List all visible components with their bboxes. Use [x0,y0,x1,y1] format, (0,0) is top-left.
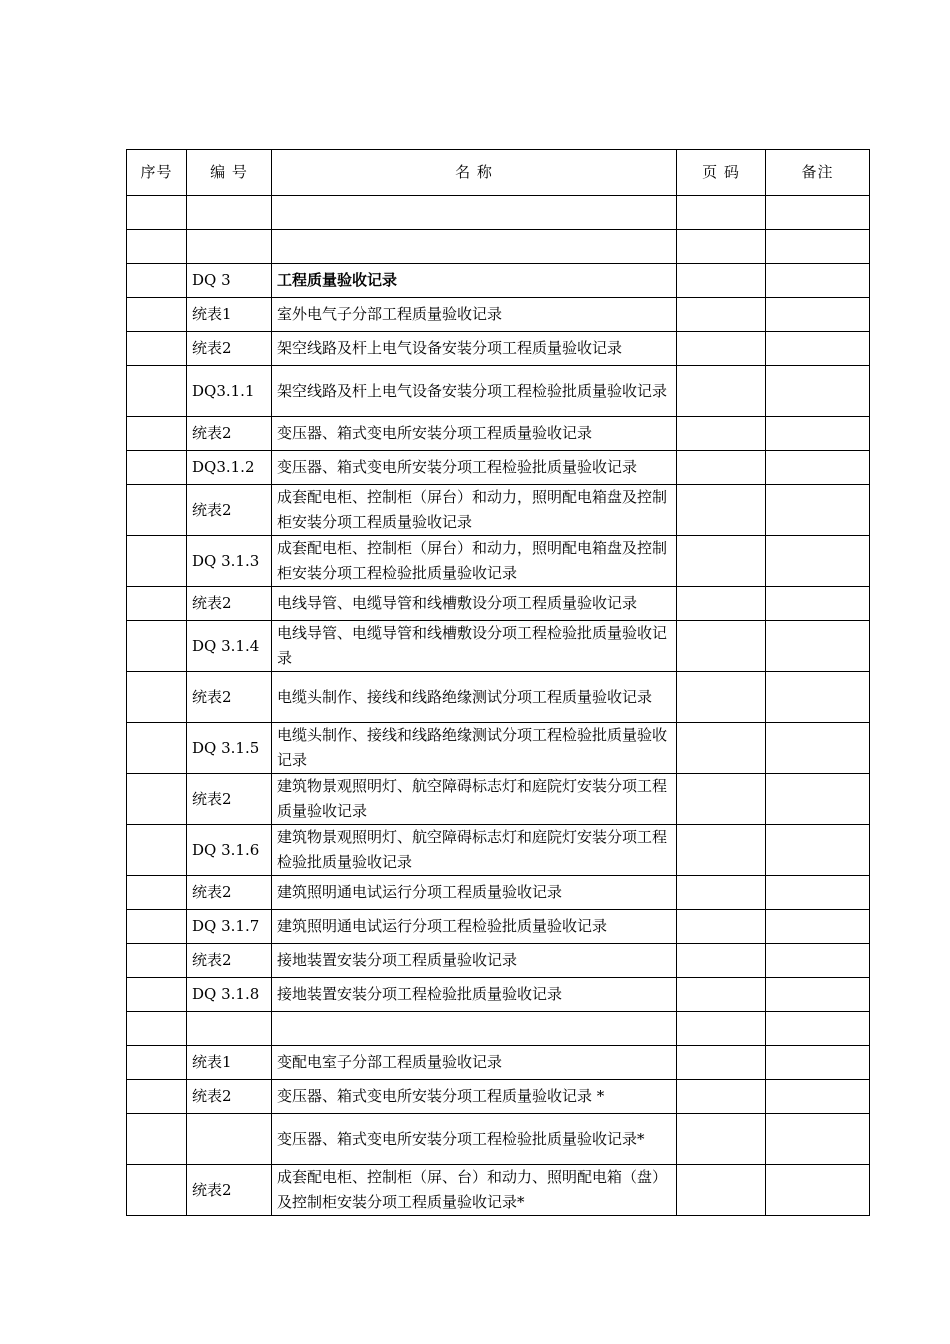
cell-page [677,944,766,978]
cell-seq [127,672,187,723]
cell-seq [127,825,187,876]
cell-seq [127,876,187,910]
cell-seq [127,621,187,672]
cell-page [677,485,766,536]
cell-remark [766,417,870,451]
cell-code: DQ 3.1.3 [187,536,272,587]
cell-page [677,587,766,621]
cell-code [187,230,272,264]
cell-page [677,417,766,451]
table-row [127,621,870,672]
cell-page [677,825,766,876]
cell-remark [766,621,870,672]
cell-page [677,774,766,825]
cell-name: 变压器、箱式变电所安装分项工程质量验收记录 * [272,1080,677,1114]
cell-code: DQ 3.1.7 [187,910,272,944]
cell-code: DQ 3.1.6 [187,825,272,876]
cell-code: DQ 3.1.4 [187,621,272,672]
cell-name: 电线导管、电缆导管和线槽敷设分项工程质量验收记录 [272,587,677,621]
table-row [127,876,870,910]
cell-seq [127,1080,187,1114]
cell-remark [766,298,870,332]
cell-seq [127,978,187,1012]
index-table [126,149,870,1216]
cell-name [272,230,677,264]
cell-page [677,298,766,332]
table-row [127,723,870,774]
cell-code: DQ 3.1.8 [187,978,272,1012]
header-remark: 备注 [766,150,870,196]
cell-name: 电线导管、电缆导管和线槽敷设分项工程检验批质量验收记录 [272,621,677,672]
cell-code [187,1114,272,1165]
cell-code: 统表2 [187,774,272,825]
cell-remark [766,910,870,944]
cell-seq [127,485,187,536]
cell-seq [127,910,187,944]
cell-code: 统表1 [187,1046,272,1080]
table-row [127,944,870,978]
cell-page [677,978,766,1012]
table-row [127,264,870,298]
cell-page [677,910,766,944]
cell-seq [127,944,187,978]
cell-remark [766,876,870,910]
cell-seq [127,723,187,774]
cell-name: 成套配电柜、控制柜（屏台）和动力，照明配电箱盘及控制柜安装分项工程检验批质量验收记录 [272,536,677,587]
table-row [127,485,870,536]
cell-remark [766,1080,870,1114]
cell-name: 电缆头制作、接线和线路绝缘测试分项工程检验批质量验收记录 [272,723,677,774]
cell-code [187,1012,272,1046]
table-body [127,196,870,1216]
cell-remark [766,825,870,876]
cell-remark [766,978,870,1012]
table-row [127,1080,870,1114]
cell-remark [766,230,870,264]
cell-code: 统表2 [187,944,272,978]
cell-page [677,1165,766,1216]
cell-remark [766,587,870,621]
cell-name: 工程质量验收记录 [272,264,677,298]
table-row [127,230,870,264]
cell-name: 成套配电柜、控制柜（屏、台）和动力、照明配电箱（盘）及控制柜安装分项工程质量验收记录* [272,1165,677,1216]
cell-name: 架空线路及杆上电气设备安装分项工程检验批质量验收记录 [272,366,677,417]
cell-remark [766,196,870,230]
cell-name: 室外电气子分部工程质量验收记录 [272,298,677,332]
cell-seq [127,332,187,366]
cell-name: 建筑物景观照明灯、航空障碍标志灯和庭院灯安装分项工程质量验收记录 [272,774,677,825]
cell-page [677,1114,766,1165]
cell-remark [766,1114,870,1165]
cell-code: DQ3.1.2 [187,451,272,485]
cell-name [272,196,677,230]
cell-remark [766,451,870,485]
cell-page [677,332,766,366]
table-row [127,587,870,621]
cell-name [272,1012,677,1046]
cell-code: 统表2 [187,1165,272,1216]
cell-seq [127,264,187,298]
table-row [127,417,870,451]
cell-name: 建筑物景观照明灯、航空障碍标志灯和庭院灯安装分项工程检验批质量验收记录 [272,825,677,876]
table-row [127,774,870,825]
cell-name: 接地装置安装分项工程质量验收记录 [272,944,677,978]
cell-seq [127,774,187,825]
cell-seq [127,587,187,621]
cell-name: 建筑照明通电试运行分项工程质量验收记录 [272,876,677,910]
cell-code: 统表2 [187,1080,272,1114]
cell-name: 成套配电柜、控制柜（屏台）和动力，照明配电箱盘及控制柜安装分项工程质量验收记录 [272,485,677,536]
cell-page [677,230,766,264]
cell-remark [766,264,870,298]
cell-code: 统表2 [187,485,272,536]
cell-name: 接地装置安装分项工程检验批质量验收记录 [272,978,677,1012]
cell-remark [766,485,870,536]
cell-page [677,366,766,417]
cell-code: 统表2 [187,332,272,366]
cell-page [677,723,766,774]
cell-seq [127,230,187,264]
cell-code: DQ 3.1.5 [187,723,272,774]
header-name: 名 称 [272,150,677,196]
cell-remark [766,944,870,978]
cell-seq [127,298,187,332]
cell-seq [127,366,187,417]
cell-seq [127,1165,187,1216]
table-row [127,1046,870,1080]
cell-name: 电缆头制作、接线和线路绝缘测试分项工程质量验收记录 [272,672,677,723]
cell-remark [766,366,870,417]
cell-code: 统表1 [187,298,272,332]
cell-seq [127,196,187,230]
table-row [127,672,870,723]
header-code: 编 号 [187,150,272,196]
cell-page [677,672,766,723]
table-row [127,196,870,230]
table-row [127,332,870,366]
cell-seq [127,536,187,587]
cell-seq [127,1046,187,1080]
cell-code: DQ 3 [187,264,272,298]
cell-code: 统表2 [187,417,272,451]
table-row [127,978,870,1012]
cell-page [677,1080,766,1114]
cell-remark [766,672,870,723]
cell-name: 架空线路及杆上电气设备安装分项工程质量验收记录 [272,332,677,366]
cell-seq [127,1012,187,1046]
cell-code: 统表2 [187,672,272,723]
cell-code [187,196,272,230]
cell-remark [766,1165,870,1216]
cell-remark [766,1012,870,1046]
table-row [127,366,870,417]
cell-remark [766,1046,870,1080]
cell-page [677,1046,766,1080]
cell-page [677,536,766,587]
cell-page [677,876,766,910]
header-page: 页 码 [677,150,766,196]
cell-name: 建筑照明通电试运行分项工程检验批质量验收记录 [272,910,677,944]
cell-seq [127,451,187,485]
cell-page [677,264,766,298]
cell-remark [766,332,870,366]
table-row [127,1012,870,1046]
table-row [127,536,870,587]
table-row [127,825,870,876]
table-row [127,910,870,944]
cell-page [677,1012,766,1046]
cell-name: 变配电室子分部工程质量验收记录 [272,1046,677,1080]
header-seq: 序号 [127,150,187,196]
cell-remark [766,536,870,587]
cell-seq [127,1114,187,1165]
table-row [127,451,870,485]
cell-code: 统表2 [187,876,272,910]
cell-name: 变压器、箱式变电所安装分项工程检验批质量验收记录* [272,1114,677,1165]
table-row [127,298,870,332]
cell-page [677,451,766,485]
cell-page [677,196,766,230]
cell-remark [766,723,870,774]
table-header-row [127,150,870,196]
cell-page [677,621,766,672]
cell-name: 变压器、箱式变电所安装分项工程质量验收记录 [272,417,677,451]
table-row [127,1114,870,1165]
cell-code: DQ3.1.1 [187,366,272,417]
cell-name: 变压器、箱式变电所安装分项工程检验批质量验收记录 [272,451,677,485]
cell-seq [127,417,187,451]
cell-code: 统表2 [187,587,272,621]
cell-remark [766,774,870,825]
table-row [127,1165,870,1216]
